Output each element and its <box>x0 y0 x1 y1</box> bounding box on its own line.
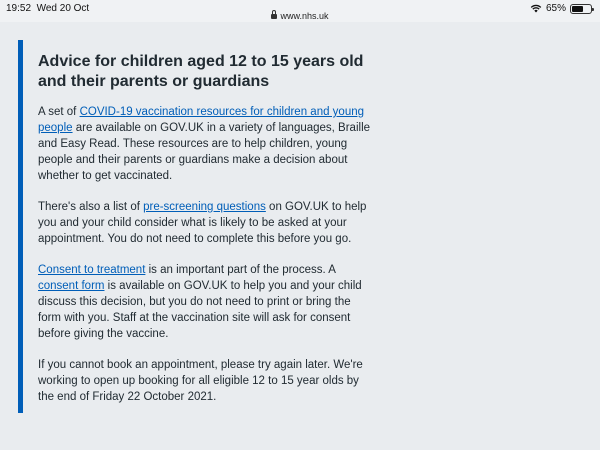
p3-after: is available on GOV.UK to help you and your child discuss this decision, but you do not need to print or bring the form with you. Staff at the vaccination site will ask for consent before giving the vaccine. <box>38 280 362 340</box>
status-right <box>530 3 592 14</box>
paragraph-resources <box>38 104 373 184</box>
p2-before: There's also a list of <box>38 201 144 213</box>
status-date: Wed 20 Oct <box>36 3 90 14</box>
paragraph-consent <box>38 262 373 342</box>
battery-level <box>572 6 583 12</box>
p1-before: A set of <box>38 106 80 118</box>
vaccination-resources-link[interactable]: COVID-19 vaccination resources for children and young people <box>38 106 365 134</box>
battery-icon <box>570 4 592 14</box>
p2-after: on GOV.UK to help you and your child consider what is likely to be asked at your appointment. You do not need to complete this before you go. <box>38 201 367 245</box>
advice-card <box>18 40 600 413</box>
consent-to-treatment-link[interactable]: Consent to treatment <box>38 264 146 276</box>
p3-mid: is an important part of the process. A <box>145 264 336 276</box>
status-bar <box>0 0 600 22</box>
section-heading: Advice for children aged 12 to 15 years old and their parents or guardians <box>38 53 364 90</box>
paragraph-booking: If you cannot book an appointment, please try again later. We're working to open up booking for all eligible 12 to 15 year olds by the end of Friday 22 October 2021. <box>38 359 363 403</box>
p1-after: are available on GOV.UK in a variety of languages, Braille and Easy Read. These resources are to help children, young people and their parents or guardians make a decision about whether to get vaccinated. <box>38 122 371 182</box>
status-time: 19:52 <box>6 3 32 14</box>
lock-icon <box>271 14 277 19</box>
consent-form-link[interactable]: consent form <box>38 280 105 292</box>
address-bar[interactable] <box>0 11 600 21</box>
pre-screening-questions-link[interactable]: pre-screening questions <box>143 201 266 213</box>
address-url: www.nhs.uk <box>280 11 329 21</box>
wifi-icon <box>530 4 542 13</box>
paragraph-prescreening <box>38 199 373 247</box>
battery-percent: 65% <box>545 3 566 14</box>
